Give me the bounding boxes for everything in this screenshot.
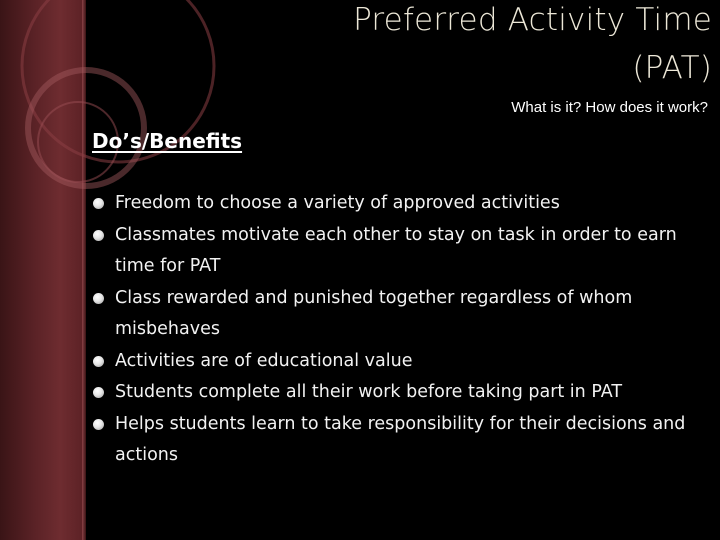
bullet-text: Classmates motivate each other to stay on task in order to earn time for PAT (115, 224, 677, 276)
bullet-text: Activities are of educational value (115, 350, 413, 371)
bullet-list (92, 188, 710, 472)
bullet-dot-icon (93, 419, 104, 430)
bullet-item (92, 283, 710, 346)
bullet-text: Freedom to choose a variety of approved activities (115, 193, 560, 213)
slide-title-line-2: (PAT) (632, 50, 712, 86)
bullet-item (92, 409, 710, 472)
bullet-text: Students complete all their work before taking part in PAT (115, 382, 623, 402)
bullet-dot-icon (93, 230, 104, 241)
bullet-text: Class rewarded and punished together regardless of whom misbehaves (115, 287, 633, 339)
bullet-item (92, 377, 710, 409)
bullet-item (92, 220, 710, 283)
bullet-dot-icon (93, 293, 104, 304)
bullet-item (92, 188, 710, 220)
bullet-dot-icon (93, 198, 104, 209)
bullet-dot-icon (93, 387, 104, 398)
slide-title-line-1: Preferred Activity Time (353, 2, 712, 38)
bullet-text: Helps students learn to take responsibility for their decisions and actions (115, 413, 686, 465)
slide-subtitle: What is it? How does it work? (511, 99, 708, 116)
section-heading: Do’s/Benefits (92, 129, 243, 153)
bullet-item (92, 346, 710, 378)
bullet-dot-icon (93, 356, 104, 367)
